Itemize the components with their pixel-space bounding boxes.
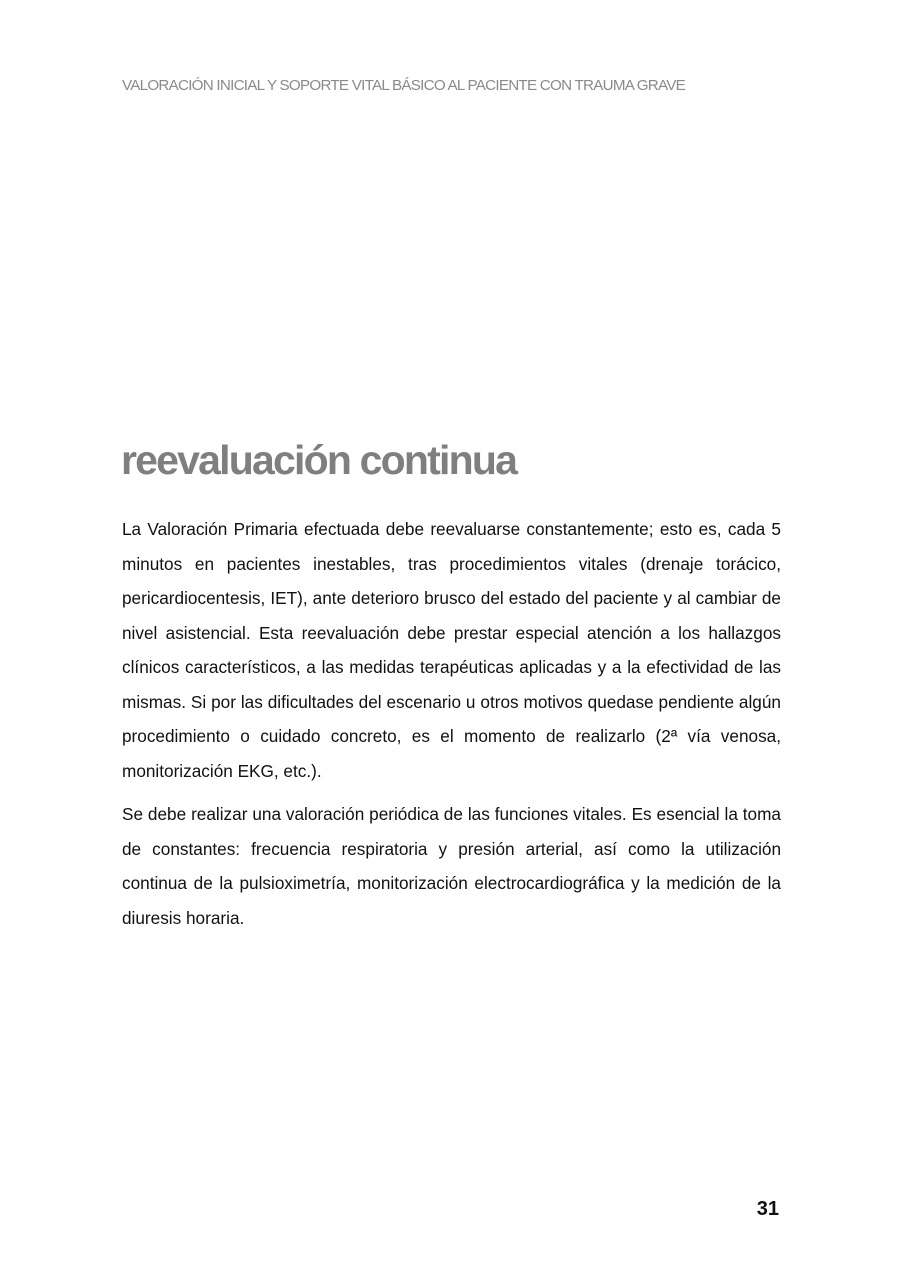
page-number: 31: [756, 1198, 779, 1220]
running-header: VALORACIÓN INICIAL Y SOPORTE VITAL BÁSICO AL PACIENTE CON TRAUMA GRAVE: [122, 77, 686, 94]
body-paragraph: La Valoración Primaria efectuada debe reevaluarse constantemente; esto es, cada 5 minutos en pacientes inestables, tras procedimientos vitales (drenaje torácico, pericardiocentesis, IET), ante deterioro brusco del estado del paciente y al cambiar de nivel asistencial. Esta reevaluación debe prestar especial atención a los hallazgos clínicos característicos, a las medidas terapéuticas aplicadas y a la efectividad de las mismas. Si por las dificultades del escenario u otros motivos quedase pendiente algún procedimiento o cuidado concreto, es el momento de realizarlo (2ª vía venosa, monitorización EKG, etc.).: [122, 519, 781, 781]
body-paragraph: Se debe realizar una valoración periódica de las funciones vitales. Es esencial la toma de constantes: frecuencia respiratoria y presión arterial, así como la utilización continua de la pulsioximetría, monitorización electrocardiográfica y la medición de la diuresis horaria.: [122, 804, 781, 928]
section-body: [122, 512, 781, 944]
section-title: reevaluación continua: [121, 437, 517, 483]
